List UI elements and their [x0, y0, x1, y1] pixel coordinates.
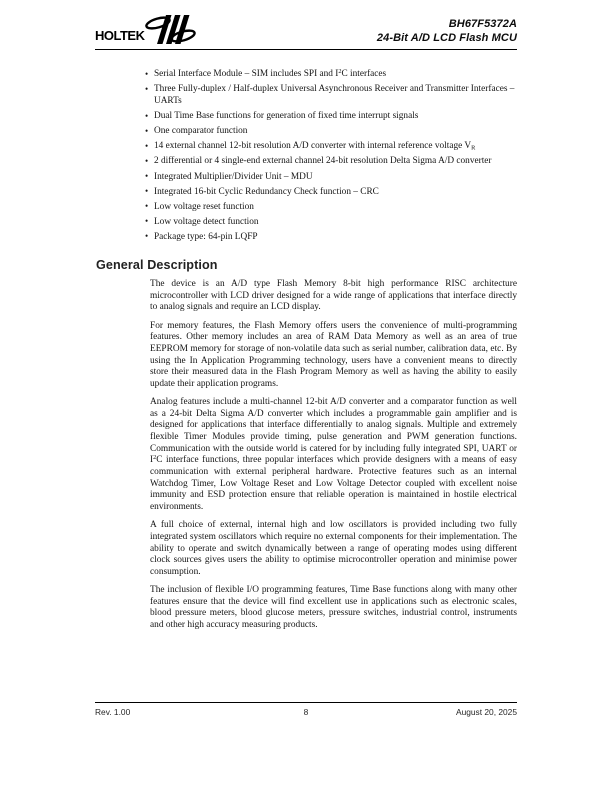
bullet-icon: •	[145, 186, 149, 197]
bullet-icon: •	[145, 231, 149, 242]
feature-item: • 2 differential or 4 single-end external channel 24-bit resolution Delta Sigma A/D converter	[145, 155, 492, 167]
general-description-body	[150, 279, 517, 638]
paragraph: The inclusion of flexible I/O programming features, Time Base functions along with many other features ensure that the device will find excellent use in applications such as electronic scales, blood pressure meters, blood glucose meters, pressure switches, industrial control, instruments and other high accuracy measuring products.	[150, 585, 517, 631]
feature-item: • Low voltage detect function	[145, 216, 259, 227]
feature-item: • Package type: 64-pin LQFP	[145, 231, 258, 242]
feature-item: • One comparator function	[145, 125, 248, 137]
holtek-logo-icon	[145, 15, 195, 44]
paragraph: Analog features include a multi-channel 12-bit A/D converter and a comparator function as well as a 24-bit Delta Sigma A/D converter which includes a programmable gain amplifier and is designed for applications that interface differentially to analog signals. Multiple and extremely flexible Timer Modules provide timing, pulse generation and PWM generation functions. Communication with the outside world is catered for by including fully integrated SPI, UART or $I^2C$ interface functions, three popular interfaces which provide designers with a means of easy communication with external peripheral hardware. Protective features such as an internal Watchdog Timer, Low Voltage Reset and Low Voltage Detector coupled with excellent noise immunity and ESD protection ensure that reliable operation is maintained in hostile electrical environments.	[150, 397, 517, 512]
bullet-icon: •	[145, 83, 149, 94]
holtek-logo-graphic	[95, 13, 199, 46]
feature-item: • Three Fully-duplex / Half-duplex Universal Asynchronous Receiver and Transmitter Interfaces – UARTs	[145, 83, 515, 107]
holtek-logo-text: HOLTEK	[95, 28, 145, 43]
bullet-icon: •	[145, 155, 149, 166]
bullet-icon: •	[145, 201, 149, 212]
bullet-icon: •	[145, 125, 149, 136]
paragraph: A full choice of external, internal high and low oscillators is provided including two fully integrated system oscillators which require no external components for their implementation. The ability to operate and switch dynamically between a range of operating modes using different clock sources gives users the ability to optimise microcontroller operation and minimise power consumption.	[150, 520, 517, 577]
bullet-icon: •	[145, 171, 149, 182]
feature-list	[145, 68, 517, 246]
feature-item: • Low voltage reset function	[145, 201, 254, 212]
bullet-icon: •	[145, 110, 149, 121]
page-footer	[95, 702, 517, 717]
paragraph: For memory features, the Flash Memory offers users the convenience of multi-programming features. Other memory includes an area of RAM Data Memory as well as an area of true EEPROM memory for storage of non-volatile data such as serial number, calibration data, etc. By using the In Application Programming technology, users have a convenient means to directly store their measured data in the Flash Program Memory as well as having the ability to easily update their application programs.	[150, 320, 517, 389]
feature-item: • 14 external channel 12-bit resolution A/D converter with internal reference voltage $V_R$	[145, 140, 476, 152]
feature-item: • Serial Interface Module – SIM includes SPI and $I^2C$ interfaces	[145, 68, 387, 79]
footer-revision: Rev. 1.00	[95, 706, 131, 717]
part-number: BH67F5372A	[448, 18, 517, 30]
document-subtitle: 24-Bit A/D LCD Flash MCU	[376, 31, 517, 44]
holtek-logo	[95, 13, 199, 46]
footer-date: August 20, 2025	[456, 706, 518, 717]
feature-item: • Integrated 16-bit Cyclic Redundancy Check function – CRC	[145, 186, 379, 197]
feature-item: • Dual Time Base functions for generation of fixed time interrupt signals	[145, 110, 419, 122]
paragraph: The device is an A/D type Flash Memory 8-bit high performance RISC architecture microcontroller with LCD driver designed for a wide range of applications that interface directly to analog signals and require an LCD display.	[150, 279, 517, 313]
footer-page-number: 8	[303, 706, 309, 717]
page-header	[95, 13, 517, 50]
feature-item: • Integrated Multiplier/Divider Unit – MDU	[145, 171, 313, 182]
section-heading-general-description: General Description	[96, 258, 218, 272]
bullet-icon: •	[145, 216, 149, 227]
bullet-icon: •	[145, 140, 149, 151]
document-title	[377, 18, 517, 46]
bullet-icon: •	[145, 68, 149, 79]
